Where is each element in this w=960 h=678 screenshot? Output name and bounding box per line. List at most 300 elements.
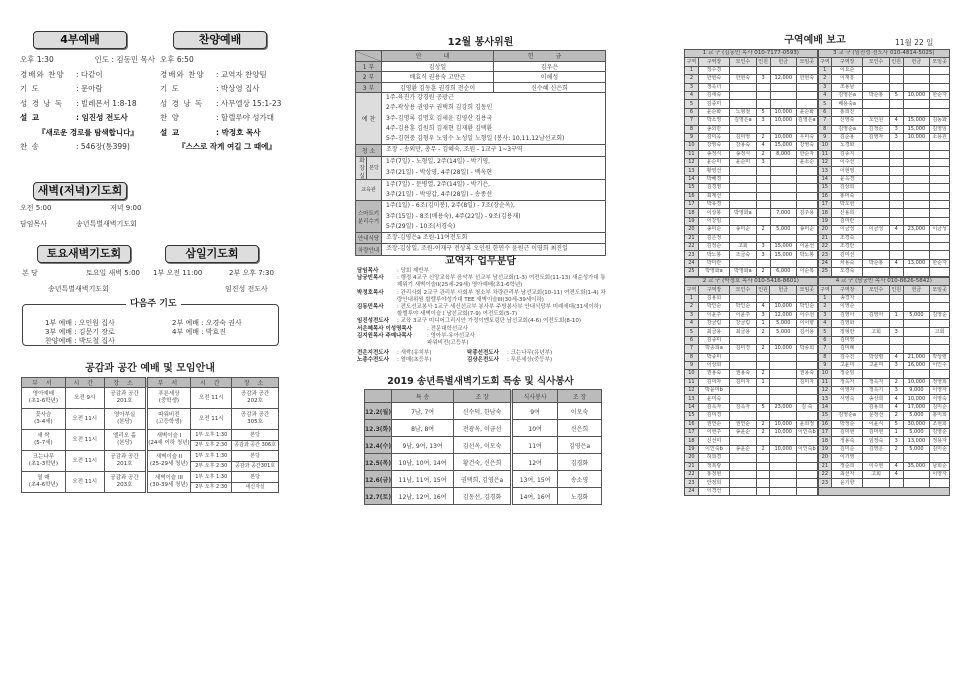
meal-leader: 김경화 — [558, 454, 602, 471]
place: 박상렬 — [930, 353, 950, 361]
table-row — [685, 470, 950, 478]
place — [930, 242, 950, 250]
district-no: 2 — [685, 303, 699, 311]
district-no: 8 — [685, 125, 699, 133]
table-row — [685, 175, 950, 183]
place: 권용숙 — [797, 370, 818, 378]
district-no: 2 — [818, 75, 832, 83]
table-row — [685, 108, 950, 116]
host: 권용숙 — [730, 370, 756, 378]
leader: 이영순 — [832, 303, 863, 311]
place — [797, 125, 818, 133]
col-header: 모인수 — [730, 58, 757, 66]
place: 한현숙 — [797, 75, 818, 83]
special-dawn-title: 2019 송년특별새벽기도회 특송 및 식사봉사 — [387, 376, 574, 387]
leader: 정순임 — [832, 370, 863, 378]
place: 이인수 — [930, 361, 950, 369]
dept: 열 매 (초4-6학년) — [22, 472, 66, 493]
count — [756, 66, 770, 74]
offering — [903, 234, 930, 242]
table-row — [685, 159, 950, 167]
host: 최금용 — [730, 328, 756, 336]
leader: 권택희, 김영은a — [454, 471, 512, 488]
offering — [903, 217, 930, 225]
row-label: 기 도 — [160, 84, 180, 93]
district-no: 4 — [685, 319, 699, 327]
count: 4 — [889, 462, 903, 470]
offering: 10,000 — [770, 133, 797, 141]
table-row — [356, 233, 606, 244]
place — [930, 142, 950, 150]
offering: 이해성 — [494, 72, 606, 83]
offering: 13,000 — [903, 437, 930, 445]
offering — [770, 387, 797, 395]
district-no: 17 — [818, 429, 832, 437]
district-no: 25 — [685, 268, 699, 276]
host — [730, 479, 756, 487]
leader: 정형란 — [832, 328, 863, 336]
table-row — [685, 345, 950, 353]
district-header: 2 교 구 (박정호 목사 010-5416-8601) — [685, 278, 818, 286]
count — [756, 336, 770, 344]
offering: 10,000 — [770, 117, 797, 125]
count: 2 — [756, 328, 770, 336]
place: 홍미희 — [930, 412, 950, 420]
count — [889, 184, 903, 192]
offering: 6,000 — [770, 268, 797, 276]
count — [889, 345, 903, 353]
meal: 10여 — [512, 420, 558, 437]
count — [756, 387, 770, 395]
host — [863, 159, 889, 167]
leader: 신선미 — [698, 437, 729, 445]
leader: 박노봉 — [698, 251, 729, 259]
table-row — [685, 454, 950, 462]
place: 김동화 — [930, 117, 950, 125]
leader: 김미선 — [831, 251, 862, 259]
leader: 김미순 — [832, 445, 863, 453]
place: 박노봉 — [797, 251, 818, 259]
saturday-time: 토요일 새벽 5:00 — [86, 269, 140, 277]
district-no: 11 — [685, 378, 699, 386]
place — [930, 479, 950, 487]
offering — [770, 336, 797, 344]
place — [797, 66, 818, 74]
row-value: : 박상영 집사 — [216, 84, 260, 93]
table-row — [356, 145, 606, 156]
meal-leader: 신은희 — [558, 420, 602, 437]
place — [797, 83, 818, 91]
count — [889, 66, 903, 74]
district-no: 7 — [685, 117, 699, 125]
col-header: 조 장 — [454, 390, 512, 403]
place — [930, 108, 950, 116]
host: 박순홍 — [863, 91, 889, 99]
place — [930, 209, 950, 217]
table-row — [685, 361, 950, 369]
meal: 11여 — [512, 437, 558, 454]
prayer-item: 4부 예배 : 박효진 — [172, 328, 227, 336]
leader: 황건숙, 신은희 — [454, 454, 512, 471]
date: 12.2(월) — [365, 403, 392, 420]
offering: 5,000 — [903, 311, 930, 319]
offering: 5,000 — [770, 226, 797, 234]
host — [863, 242, 889, 250]
leader: 윤순화 — [698, 108, 729, 116]
count — [756, 437, 770, 445]
row-label: 2 부 — [356, 72, 382, 83]
offering — [770, 91, 797, 99]
place — [797, 470, 818, 478]
row-label: 1 부 — [356, 61, 382, 72]
leader: 이강임 — [698, 217, 729, 225]
district-no: 1 — [818, 294, 832, 302]
place: 한순자 — [797, 150, 818, 158]
leader: 박유경 — [698, 201, 729, 209]
offering — [770, 159, 797, 167]
count: 4 — [756, 142, 770, 150]
district-no: 13 — [818, 167, 832, 175]
count — [889, 142, 903, 150]
host — [863, 75, 889, 83]
place: 윤순화 — [797, 108, 818, 116]
host — [863, 217, 889, 225]
count: 2 — [889, 445, 903, 453]
district-no: 12 — [818, 387, 832, 395]
district-header: 1 교 구 (김동민 목사 010-7177-0593) — [685, 50, 818, 58]
host — [863, 319, 889, 327]
district-no: 19 — [685, 217, 699, 225]
restroom-men-label: 본당 — [369, 165, 379, 172]
district-no: 9 — [818, 361, 832, 369]
count: 4 — [889, 259, 903, 267]
table-row — [685, 412, 950, 420]
saturday-title: 토요새벽기도회 — [37, 245, 131, 263]
place: 본당 — [232, 430, 279, 441]
count: 3 — [889, 328, 903, 336]
song: 10남, 10여, 14여 — [392, 454, 454, 471]
offering — [903, 100, 930, 108]
host — [730, 387, 756, 395]
offering — [903, 75, 930, 83]
next-prayer-title: 다음주 기도 — [126, 296, 181, 309]
leader: 이상희 — [698, 361, 729, 369]
district-no: 4 — [685, 91, 699, 99]
date: 12.7(토) — [365, 488, 392, 505]
district-no: 16 — [685, 192, 699, 200]
district-no: 6 — [818, 336, 832, 344]
leader: 서영숙 — [832, 395, 863, 403]
host: 송미순 — [730, 226, 757, 234]
place — [930, 303, 950, 311]
place — [797, 353, 818, 361]
dawn-leader: 담임목사 — [20, 220, 48, 228]
table-header — [22, 378, 279, 388]
host — [863, 100, 889, 108]
leader: 김미현 — [832, 429, 863, 437]
leader: 신수덕, 한남숙 — [454, 403, 512, 420]
district-columns-row — [685, 58, 950, 66]
leader: 윤미숙 — [698, 395, 729, 403]
count: 5 — [889, 91, 903, 99]
place: 소용원 — [930, 133, 950, 141]
place: 서영숙 — [930, 395, 950, 403]
leader: 조용남 — [831, 83, 862, 91]
worship4-section — [20, 53, 155, 155]
count — [756, 184, 770, 192]
host: 김미자 — [730, 378, 756, 386]
table-row — [685, 259, 950, 267]
count — [889, 108, 903, 116]
offering: 30,000 — [903, 420, 930, 428]
count: 2 — [889, 378, 903, 386]
district-no: 24 — [818, 259, 832, 267]
district-no: 15 — [685, 412, 699, 420]
place: 송미순 — [797, 226, 818, 234]
count: 5 — [756, 403, 770, 411]
leader: 한현숙 — [698, 75, 729, 83]
district-no: 5 — [685, 100, 699, 108]
table-row — [685, 403, 950, 411]
district-no: 21 — [818, 234, 832, 242]
place — [930, 201, 950, 209]
guide: 김영환 김동훈 권경희 전순이 — [382, 82, 494, 93]
table-row — [685, 242, 950, 250]
time: 오전 11시 — [191, 409, 232, 430]
place: 김영은a — [798, 117, 816, 124]
song: 8남, 8여 — [392, 420, 454, 437]
district-no: 15 — [818, 184, 832, 192]
praise-sermon-title: 『스스로 작게 여길 그 때에』 — [178, 142, 276, 151]
empty-fill — [818, 487, 950, 495]
count: 4 — [889, 470, 903, 478]
count: 5 — [889, 420, 903, 428]
place: 공감과 공간 305호 — [232, 409, 279, 430]
dept: 새벽이슬 III (30-39세 청년) — [146, 472, 191, 493]
col-header: 장 소 — [104, 378, 146, 388]
date: 12.3(화) — [365, 420, 392, 437]
district-no: 8 — [685, 353, 699, 361]
offering — [903, 294, 930, 302]
table-header — [356, 51, 606, 62]
district-no: 18 — [818, 209, 832, 217]
offering: 12,000 — [770, 311, 797, 319]
dept: 꽃사슴 (3-4세) — [22, 409, 66, 430]
meal-leader: 노경화 — [558, 488, 602, 505]
offering — [903, 319, 930, 327]
table-row — [685, 328, 950, 336]
count: 4 — [756, 303, 770, 311]
leader: 김미례 — [832, 345, 863, 353]
place: 이순복 — [797, 268, 818, 276]
count: 3 — [756, 311, 770, 319]
host — [863, 142, 889, 150]
col-header: 식사봉사 — [512, 390, 558, 403]
district-no: 23 — [818, 479, 832, 487]
offering — [903, 184, 930, 192]
prayer-item: 2부 예배 : 오경숙 권사 — [172, 319, 242, 327]
host — [730, 184, 757, 192]
leader: 최계선 — [698, 192, 729, 200]
place: 박종희 — [797, 345, 818, 353]
leader: 김정순 — [698, 242, 729, 250]
host: 김영아 — [863, 311, 889, 319]
district-no: 14 — [818, 175, 832, 183]
leader: 이현영 — [831, 167, 862, 175]
offering: 10,000 — [770, 108, 797, 116]
time: 오전 11시 — [65, 430, 104, 451]
host — [863, 345, 889, 353]
leader: 홍정현 — [698, 470, 729, 478]
time: 1부 오후 1:30 — [191, 472, 232, 483]
leader: 김경영 — [698, 184, 729, 192]
count — [756, 217, 770, 225]
host: 고윤미 — [863, 361, 889, 369]
district-no: 12 — [818, 159, 832, 167]
meal: 12여 — [512, 454, 558, 471]
leader: 김미옥 — [698, 133, 729, 141]
time: 2부 오후 2:30 — [191, 482, 232, 493]
place — [930, 268, 950, 276]
offering: 13,000 — [903, 259, 930, 267]
host — [730, 175, 757, 183]
leader: 윤기향 — [832, 479, 863, 487]
leader: 김은정 — [698, 234, 729, 242]
leader: 박오현 — [831, 201, 862, 209]
offering: 김우은 — [494, 61, 606, 72]
col-header: 장 소 — [232, 378, 279, 388]
table-row — [685, 395, 950, 403]
leader: 조경란 — [831, 242, 862, 250]
count — [756, 125, 770, 133]
offering — [770, 462, 797, 470]
district-no: 10 — [685, 142, 699, 150]
place — [797, 487, 818, 495]
table-row — [685, 201, 950, 209]
col-header: 부 서 — [22, 378, 66, 388]
row-label: 성 경 낭 독 — [20, 98, 64, 108]
count — [889, 319, 903, 327]
host: 강금림 — [730, 319, 756, 327]
offering — [770, 412, 797, 420]
count — [756, 353, 770, 361]
row-label: 찬 송 — [20, 142, 40, 151]
col-header: 구역 — [818, 58, 832, 66]
count: 2 — [756, 345, 770, 353]
count — [889, 192, 903, 200]
leader: 박인순 — [698, 303, 729, 311]
count — [889, 234, 903, 242]
table-row — [365, 403, 602, 420]
place — [930, 100, 950, 108]
count: 3 — [756, 242, 770, 250]
leader: 이인숙b — [698, 445, 729, 453]
district-no: 23 — [685, 251, 699, 259]
leader: 이상봉 — [698, 209, 729, 217]
host — [730, 66, 757, 74]
offering: 15,000 — [903, 117, 930, 125]
district-no: 2 — [685, 75, 699, 83]
offering: 23,000 — [770, 403, 797, 411]
song: 11남, 11여, 15여 — [392, 471, 454, 488]
district-no: 1 — [685, 66, 699, 74]
choir-list: 1주-육진가 강경원 공광근 2주-곽상용 권영구 권택희 김강희 김동인 3주-김명록 김명호 김세윤 김영산 김용국 4주-김용훈 김원희 김재현 김재환 김택환 5주-김현중 김형우 노영수 노성일 노형일 (봉사: 10,11,12남선교회) — [382, 93, 606, 145]
meal-leader: 송소영 — [558, 471, 602, 488]
table-row — [685, 353, 950, 361]
place — [930, 184, 950, 192]
row-label: 기 도 — [20, 84, 40, 93]
offering — [770, 83, 797, 91]
praise-section — [160, 53, 300, 155]
district-no: 18 — [685, 209, 699, 217]
saturday-place: 본 당 — [22, 269, 38, 277]
row-value: : 박정호 목사 — [216, 127, 261, 137]
leader: 오경숙 — [831, 268, 862, 276]
col-header: 헌 금 — [494, 51, 606, 62]
table-row — [356, 156, 606, 179]
count: 3 — [889, 125, 903, 133]
row-value: : 다같이 — [76, 69, 103, 79]
host — [863, 251, 889, 259]
place — [930, 370, 950, 378]
table-row — [365, 471, 602, 488]
offering: 15,000 — [770, 242, 797, 250]
district-no: 9 — [685, 133, 699, 141]
count — [756, 454, 770, 462]
col-header: 구역장 — [698, 58, 729, 66]
count: 3 — [756, 117, 770, 125]
leader: 정수경 — [698, 66, 729, 74]
host: 박상렬 — [863, 353, 889, 361]
place: 공감과 공간 202호 — [232, 388, 279, 409]
district-no: 24 — [685, 259, 699, 267]
district-no: 7 — [818, 117, 832, 125]
offering: 16,000 — [903, 361, 930, 369]
host: 송윤순 — [730, 429, 756, 437]
count — [889, 336, 903, 344]
offering — [770, 192, 797, 200]
district-header-row — [685, 50, 950, 58]
leader: 김옥자 — [698, 403, 729, 411]
count: 4 — [889, 353, 903, 361]
offering — [903, 209, 930, 217]
place — [797, 336, 818, 344]
host — [730, 259, 757, 267]
table-row — [685, 117, 950, 125]
leader: 이경선 — [698, 487, 729, 495]
row-label: 3 부 — [356, 82, 382, 93]
district-no: 8 — [818, 125, 832, 133]
col-header: 모임곳 — [930, 286, 950, 294]
district-no: 13 — [685, 395, 699, 403]
count — [756, 259, 770, 267]
host: 임정숙 — [863, 437, 889, 445]
district-no: 9 — [818, 133, 832, 141]
offering — [770, 294, 797, 302]
place: 이금성 — [930, 226, 950, 234]
leader: 김종미 — [698, 100, 729, 108]
smartkey: 1주(1일) - 6조(김미봉), 2주(8일) - 7조(장순옥), 3주(15일) - 8조(배용숙), 4주(22일) - 9조(김용재) 5주(29일) - 10조(서경숙) — [382, 201, 606, 233]
offering — [770, 234, 797, 242]
table-row — [22, 388, 279, 409]
district-no: 7 — [685, 345, 699, 353]
offering — [903, 454, 930, 462]
host — [863, 336, 889, 344]
row-label: 청 소 — [356, 145, 382, 156]
host: 송정식 — [730, 150, 757, 158]
leader: 차용숙 — [831, 259, 862, 267]
place: 공감과 공간 201호 — [104, 451, 146, 472]
